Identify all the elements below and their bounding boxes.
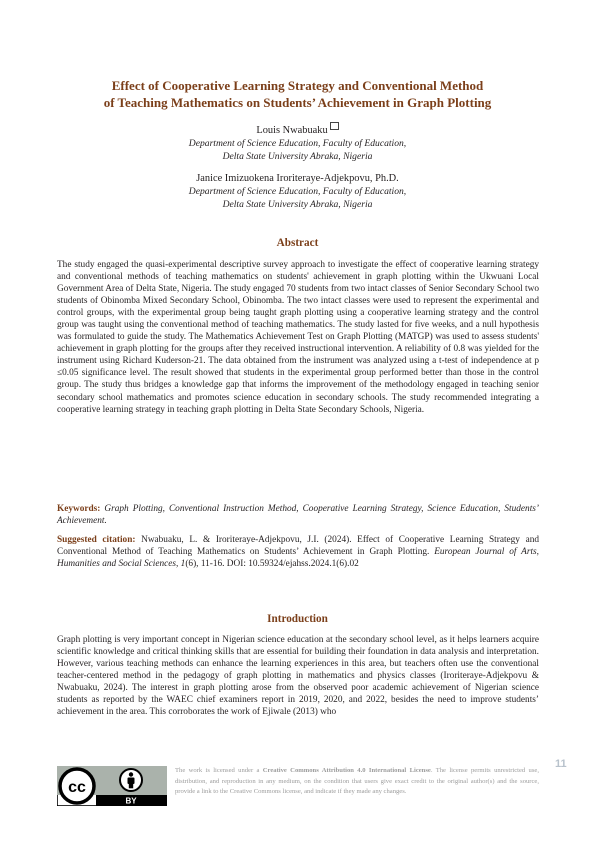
suggested-citation [57,534,539,570]
author-1 [100,124,495,163]
author-name: Janice Imizuokena Iroriteraye-Adjekpovu, Ph.D. [196,173,399,184]
by-text: BY [125,796,137,806]
license-notice [175,766,539,798]
citation-text: Nwabuaku, L. & Iroriteraye-Adjekpovu, J.I. (2024). Effect of Cooperative Learning Strategy and Conventional Method of Teaching Mathematics on Students’ Achievement in Graph Plotting. [57,535,540,557]
introduction-heading: Introduction [267,613,328,625]
abstract-heading: Abstract [276,237,319,249]
introduction-text: Graph plotting is very important concept in Nigerian science education at the secondary school level, as it helps learners acquire scientific knowledge and critical thinking skills that are essential for building their foundation in data analysis and interpretation. However, various teaching methods can enhance the learning experiences in this area, but teachers often use the conventional teacher-centered method in the pedagogy of graph plotting in mathematics and physics classes (Iroriteraye-Adjekpovu & Nwabuaku, 2024). The interest in graph plotting arose from the observed poor academic achievement of Nigerian science students as reported by the WAEC chief examiners report in 2019, 2020, and 2022, besides the need to improve students’ achievement in the area. This corroborates the work of Ejiwale (2013) who [57,635,539,718]
keywords [57,503,539,527]
keywords-label: Keywords: [57,504,101,514]
citation-journal: European Journal of Arts, Humanities and Social Sciences, 1 [57,547,539,569]
abstract-text: The study engaged the quasi-experimental descriptive survey approach to investigate the effect of cooperative learning strategy and conventional methods of teaching mathematics on students' achievement in graph plotting within the Ukwuani Local Government Area of Delta State, Nigeria. The study engaged 70 students from two intact classes of Senior Secondary School two students of Obinomba Mixed Secondary School, Obinomba. The two intact classes were used to represent the experimental and control groups, with the experimental group being taught graph plotting using a cooperative learning strategy and the control group was taught using the conventional method of teaching mathematics. The study lasted for five weeks, and a null hypothesis was formulated to guide the study. The Mathematics Achievement Test on Graph Plotting (MATGP) was used to assess students' achievement in graph plotting for the groups after they received instructional intervention. A reliability of 0.8 was yielded for the instrument using Richard Kuderson-21. The data obtained from the instrument was analyzed using a t-test of independence at p ≤0.05 significance level. The result showed that students in the experimental group performed better than those in the control group. The study thus bridges a knowledge gap that informs the improvement of the methodology engaged in teaching senior secondary school mathematics and promotes science education in secondary schools. The study recommended integrating a cooperative learning strategy in teaching graph plotting in Delta State Secondary Schools, Nigeria. [57,260,539,415]
citation-doi[interactable]: (6), 11-16. DOI: 10.59324/ejahss.2024.1(6).02 [185,559,359,569]
author-name: Louis Nwabuaku [256,125,328,136]
paper-title [40,77,555,111]
author-affiliation: Delta State University Abraka, Nigeria [222,151,373,162]
envelope-icon[interactable] [330,122,339,130]
page-number: 11 [555,758,567,770]
license-link[interactable]: Creative Commons Attribution 4.0 International License [262,767,431,774]
cc-logo-icon[interactable] [57,766,167,806]
author-2 [100,172,495,211]
license-text-b: . The license permits unrestricted use, distribution, and reproduction in any medium, on the condition that users give exact credit to the original author(s) and the source, provide a link to the Creative Commons license, and indicate if they made any changes. [175,767,539,795]
cc-text: cc [68,779,86,796]
keywords-text: Graph Plotting, Conventional Instruction Method, Cooperative Learning Strategy, Science Education, Students’ Achievement. [57,504,539,526]
author-affiliation: Department of Science Education, Faculty of Education, [188,186,407,197]
title-line-2: of Teaching Mathematics on Students’ Achievement in Graph Plotting [103,95,492,110]
citation-label: Suggested citation: [57,535,136,545]
title-line-1: Effect of Cooperative Learning Strategy and Conventional Method [111,78,484,93]
author-affiliation: Department of Science Education, Faculty of Education, [188,138,407,149]
author-affiliation: Delta State University Abraka, Nigeria [222,199,373,210]
attribution-person-icon [120,769,142,791]
license-text-a: The work is licensed under a [175,767,260,774]
